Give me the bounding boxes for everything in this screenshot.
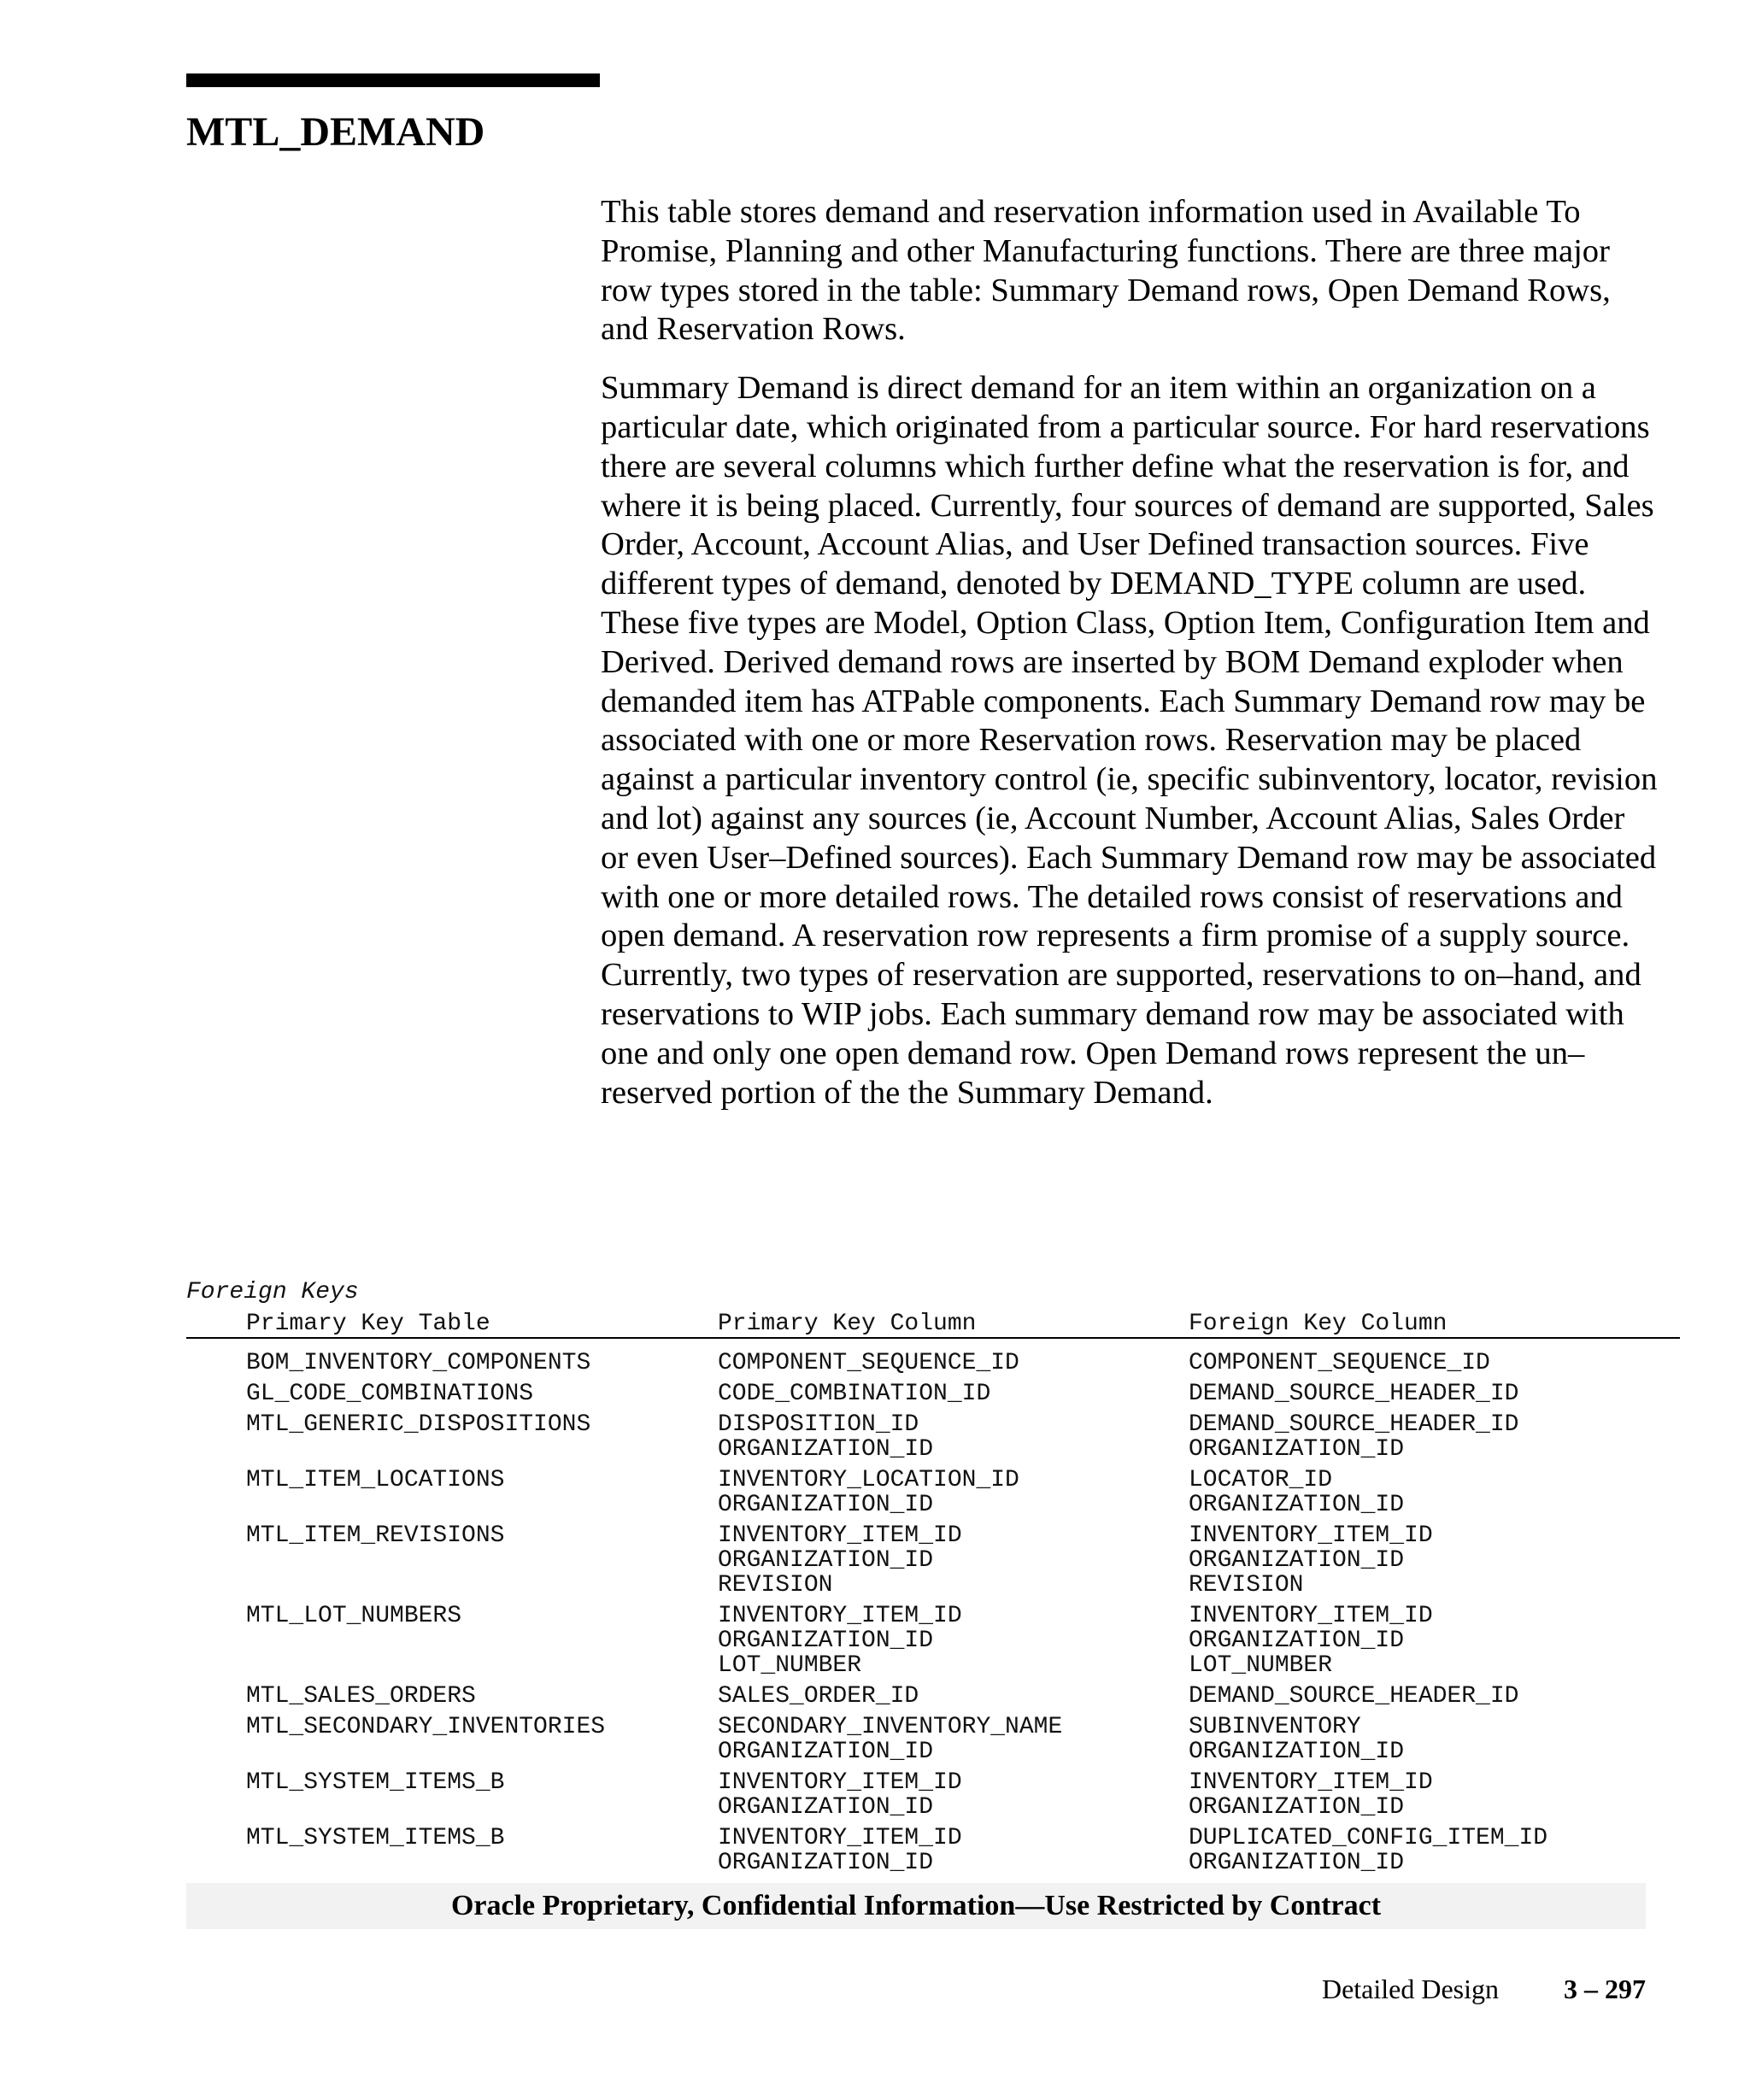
column-name-line: ORGANIZATION_ID xyxy=(1189,1850,1405,1876)
column-name-line: INVENTORY_ITEM_ID xyxy=(1189,1769,1433,1796)
primary-key-table-cell: MTL_ITEM_LOCATIONS xyxy=(246,1467,505,1493)
table-row xyxy=(186,1523,1680,1598)
column-name-line: SECONDARY_INVENTORY_NAME xyxy=(718,1714,1063,1740)
footer-page-number: 3 – 297 xyxy=(1564,1974,1646,2004)
primary-key-column-cell xyxy=(718,1381,990,1406)
foreign-key-column-cell xyxy=(1189,1604,1433,1678)
column-name-line: CODE_COMBINATION_ID xyxy=(718,1381,991,1407)
column-name-line: INVENTORY_ITEM_ID xyxy=(718,1769,962,1796)
table-row xyxy=(186,1684,1680,1709)
confidentiality-notice: Oracle Proprietary, Confidential Information––Use Restricted by Contract xyxy=(186,1883,1646,1929)
column-name-line: COMPONENT_SEQUENCE_ID xyxy=(718,1350,1019,1376)
page-footer xyxy=(1322,1972,1646,2006)
column-name-line: ORGANIZATION_ID xyxy=(718,1794,934,1821)
primary-key-table-cell: MTL_GENERIC_DISPOSITIONS xyxy=(246,1411,591,1438)
column-name-line: ORGANIZATION_ID xyxy=(718,1436,934,1463)
column-name-line: ORGANIZATION_ID xyxy=(718,1850,934,1876)
primary-key-column-cell xyxy=(718,1412,933,1462)
column-name-line: ORGANIZATION_ID xyxy=(1189,1492,1405,1518)
primary-key-column-cell xyxy=(718,1826,962,1875)
primary-key-table-cell: MTL_SYSTEM_ITEMS_B xyxy=(246,1825,505,1851)
table-row xyxy=(186,1412,1680,1462)
primary-key-column-cell xyxy=(718,1684,919,1709)
primary-key-column-cell xyxy=(718,1715,1062,1764)
description-paragraph: Summary Demand is direct demand for an item within an organization on a particular date, which originated from a particular source. For hard reservations there are several columns which further define what the reservation is for, and where it is being placed. Currently, four sources of demand are supported, Sales Order, Account, Account Alias, and User Defined transaction sources. Five different types of demand, denoted by DEMAND_TYPE column are used. These five types are Model, Option Class, Option Item, Configuration Item and Derived. Derived demand rows are inserted by BOM Demand exploder when demanded item has ATPable components. Each Summary Demand row may be associated with one or more Reservation rows. Reservation may be placed against a particular inventory control (ie, specific subinventory, locator, revision and lot) against any sources (ie, Account Number, Account Alias, Sales Order or even User–Defined sources). Each Summary Demand row may be associated with one or more detailed rows. The detailed rows consist of reservations and open demand. A reservation row represents a firm promise of a supply source. Currently, two types of reservation are supported, reservations to on–hand, and reservations to WIP jobs. Each summary demand row may be associated with one and only one open demand row. Open Demand rows represent the un–reserved portion of the the Summary Demand. xyxy=(601,370,1658,1111)
column-name-line: SUBINVENTORY xyxy=(1189,1714,1361,1740)
table-description xyxy=(601,193,1660,1132)
column-name-line: DUPLICATED_CONFIG_ITEM_ID xyxy=(1189,1825,1548,1851)
primary-key-column-cell xyxy=(718,1468,1019,1517)
column-name-line: DEMAND_SOURCE_HEADER_ID xyxy=(1189,1411,1519,1438)
table-row xyxy=(186,1770,1680,1820)
foreign-keys-heading: Foreign Keys xyxy=(186,1279,359,1305)
foreign-key-column-cell xyxy=(1189,1523,1433,1598)
column-name-line: INVENTORY_ITEM_ID xyxy=(718,1825,962,1851)
foreign-key-column-cell xyxy=(1189,1412,1518,1462)
column-name-line: ORGANIZATION_ID xyxy=(718,1628,934,1654)
table-row xyxy=(186,1826,1680,1875)
primary-key-table-cell: BOM_INVENTORY_COMPONENTS xyxy=(246,1350,591,1376)
column-header-foreign-key-column: Foreign Key Column xyxy=(1189,1311,1448,1337)
column-name-line: ORGANIZATION_ID xyxy=(1189,1436,1405,1463)
column-name-line: SALES_ORDER_ID xyxy=(718,1683,919,1710)
column-name-line: INVENTORY_ITEM_ID xyxy=(1189,1603,1433,1629)
foreign-key-column-cell xyxy=(1189,1381,1518,1406)
primary-key-table-cell: MTL_ITEM_REVISIONS xyxy=(246,1522,505,1549)
column-name-line: INVENTORY_LOCATION_ID xyxy=(718,1467,1019,1493)
table-row xyxy=(186,1715,1680,1764)
column-name-line: DEMAND_SOURCE_HEADER_ID xyxy=(1189,1683,1519,1710)
column-name-line: LOT_NUMBER xyxy=(718,1652,862,1679)
foreign-key-column-cell xyxy=(1189,1351,1490,1376)
table-row xyxy=(186,1468,1680,1517)
primary-key-column-cell xyxy=(718,1770,962,1820)
foreign-key-column-cell xyxy=(1189,1770,1433,1820)
column-name-line: DISPOSITION_ID xyxy=(718,1411,919,1438)
column-name-line: INVENTORY_ITEM_ID xyxy=(718,1603,962,1629)
primary-key-table-cell: MTL_LOT_NUMBERS xyxy=(246,1603,462,1629)
primary-key-table-cell: MTL_SECONDARY_INVENTORIES xyxy=(246,1714,606,1740)
primary-key-column-cell xyxy=(718,1351,1019,1376)
column-name-line: LOT_NUMBER xyxy=(1189,1652,1333,1679)
foreign-key-column-cell xyxy=(1189,1468,1404,1517)
column-name-line: REVISION xyxy=(718,1572,833,1598)
column-name-line: INVENTORY_ITEM_ID xyxy=(718,1522,962,1549)
column-header-primary-key-column: Primary Key Column xyxy=(718,1311,977,1337)
primary-key-table-cell: GL_CODE_COMBINATIONS xyxy=(246,1381,534,1407)
column-name-line: ORGANIZATION_ID xyxy=(718,1492,934,1518)
column-name-line: DEMAND_SOURCE_HEADER_ID xyxy=(1189,1381,1519,1407)
column-name-line: ORGANIZATION_ID xyxy=(1189,1628,1405,1654)
foreign-keys-section xyxy=(186,1280,1680,1881)
footer-section-name: Detailed Design xyxy=(1321,1974,1499,2004)
section-top-rule xyxy=(186,73,600,87)
column-name-line: ORGANIZATION_ID xyxy=(1189,1739,1405,1765)
page-title: MTL_DEMAND xyxy=(186,109,485,155)
column-name-line: ORGANIZATION_ID xyxy=(718,1739,934,1765)
column-name-line: ORGANIZATION_ID xyxy=(718,1547,934,1574)
column-name-line: COMPONENT_SEQUENCE_ID xyxy=(1189,1350,1490,1376)
foreign-key-column-cell xyxy=(1189,1715,1404,1764)
foreign-key-column-cell xyxy=(1189,1826,1547,1875)
description-paragraph: This table stores demand and reservation information used in Available To Promise, Planning and other Manufacturing functions. There are three major row types stored in the table: Summary Demand rows, Open Demand Rows, and Reservation Rows. xyxy=(601,194,1611,348)
foreign-keys-header-row xyxy=(186,1311,1680,1339)
primary-key-column-cell xyxy=(718,1523,962,1598)
column-name-line: LOCATOR_ID xyxy=(1189,1467,1333,1493)
foreign-key-column-cell xyxy=(1189,1684,1518,1709)
column-name-line: ORGANIZATION_ID xyxy=(1189,1794,1405,1821)
table-row xyxy=(186,1351,1680,1376)
table-row xyxy=(186,1604,1680,1678)
column-name-line: ORGANIZATION_ID xyxy=(1189,1547,1405,1574)
foreign-keys-rows xyxy=(186,1339,1680,1875)
primary-key-column-cell xyxy=(718,1604,962,1678)
primary-key-table-cell: MTL_SYSTEM_ITEMS_B xyxy=(246,1769,505,1796)
column-header-primary-key-table: Primary Key Table xyxy=(246,1311,490,1337)
primary-key-table-cell: MTL_SALES_ORDERS xyxy=(246,1683,476,1710)
column-name-line: REVISION xyxy=(1189,1572,1304,1598)
column-name-line: INVENTORY_ITEM_ID xyxy=(1189,1522,1433,1549)
table-row xyxy=(186,1381,1680,1406)
